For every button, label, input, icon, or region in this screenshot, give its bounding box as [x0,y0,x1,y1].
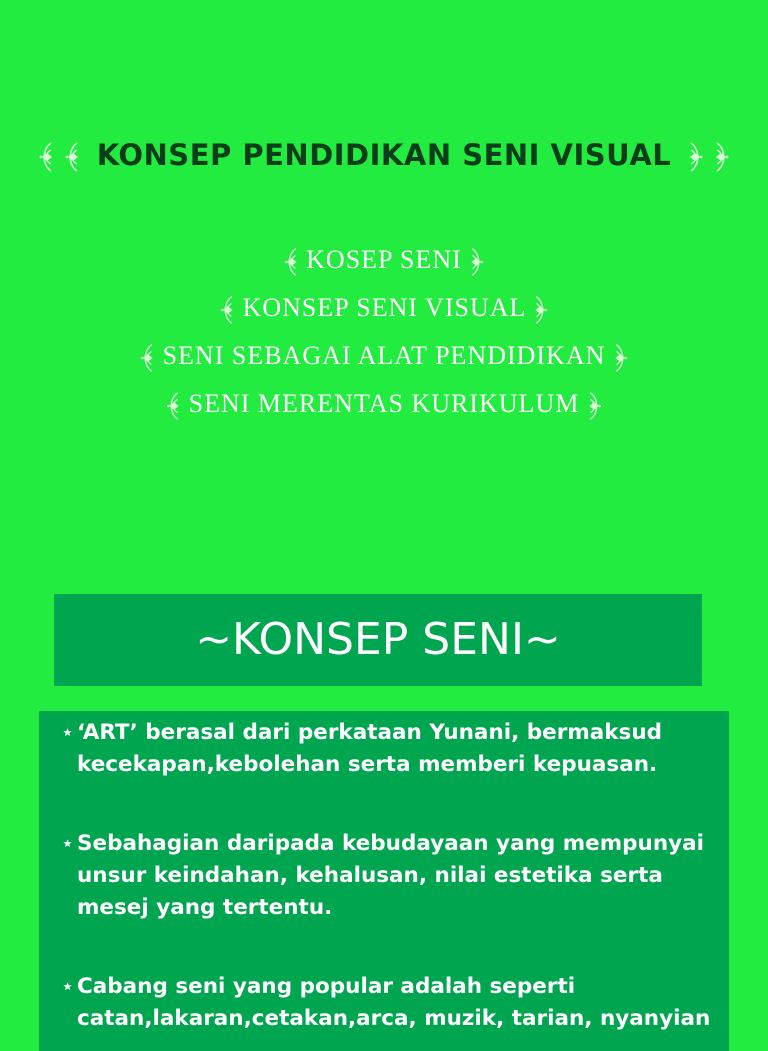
floral-bracket-icon [283,247,299,277]
floral-bracket-icon [469,247,485,277]
topic-label: KONSEP SENI VISUAL [242,293,526,322]
floral-bracket-icon [714,141,730,173]
topic-label: KOSEP SENI [306,245,462,274]
bullet-item [47,971,723,1035]
topic-item [0,332,768,380]
floral-bracket-icon [219,295,235,325]
bullet-item [47,717,723,781]
floral-bracket-icon [587,391,603,421]
slide-title-row [0,138,768,173]
slide-title: KONSEP PENDIDIKAN SENI VISUAL [96,138,672,172]
floral-bracket-icon [533,295,549,325]
floral-bracket-icon [688,141,704,173]
bullet-item [47,828,723,924]
topic-list [0,236,768,428]
section-heading: ~KONSEP SENI~ [195,614,561,665]
floral-bracket-icon [613,343,629,373]
content-panel [39,711,729,1051]
crescent-star-icon [47,830,75,854]
topic-label: SENI SEBAGAI ALAT PENDIDIKAN [162,341,606,370]
floral-bracket-icon [139,343,155,373]
topic-label: SENI MERENTAS KURIKULUM [188,389,580,418]
bullet-text: ‘ART’ berasal dari perkataan Yunani, bermaksud kecekapan,kebolehan serta memberi kepuasan. [77,720,663,777]
floral-bracket-icon [165,391,181,421]
bullet-text: Cabang seni yang popular adalah seperti catan,lakaran,cetakan,arca, muzik, tarian, nyanyian [77,974,711,1031]
topic-item [0,380,768,428]
topic-item [0,284,768,332]
crescent-star-icon [47,719,75,743]
floral-bracket-icon [64,141,80,173]
bullet-text: Sebahagian daripada kebudayaan yang mempunyai unsur keindahan, kehalusan, nilai estetika serta mesej yang tertentu. [77,831,705,920]
topic-item [0,236,768,284]
floral-bracket-icon [38,141,54,173]
section-heading-banner [54,594,702,686]
crescent-star-icon [47,973,75,997]
